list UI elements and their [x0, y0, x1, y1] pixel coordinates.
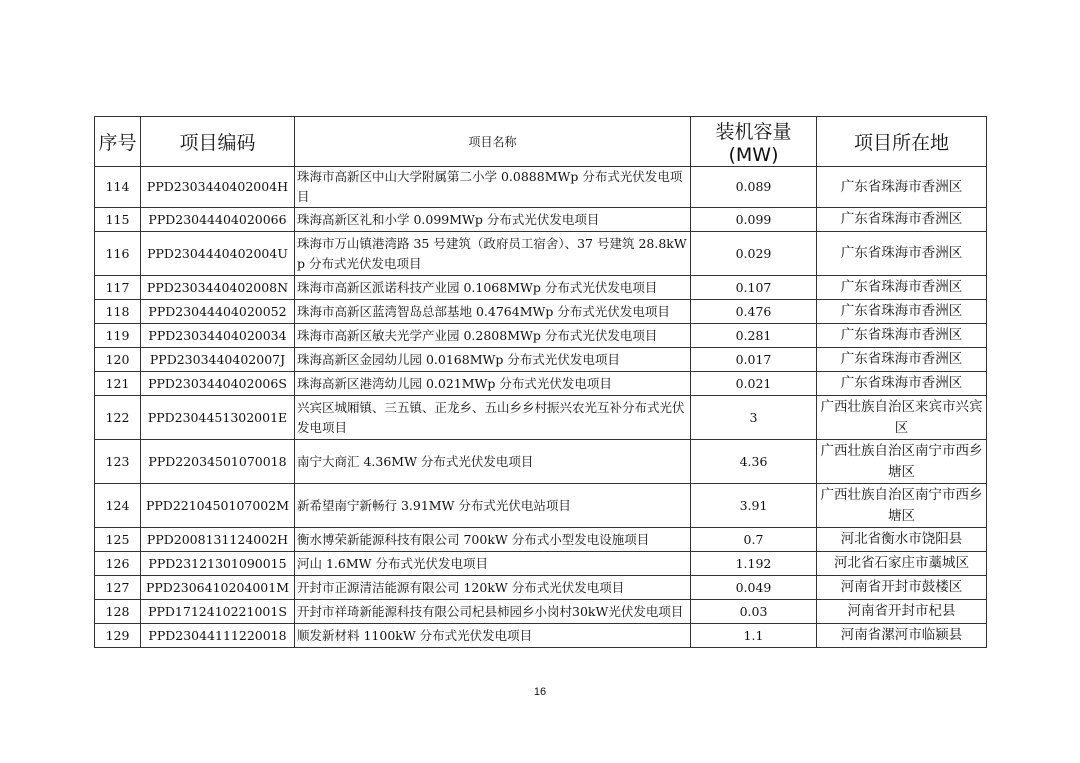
cell-capacity: 0.7: [691, 528, 817, 552]
cell-index: 128: [95, 600, 141, 624]
cell-code: PPD2303440402007J: [141, 348, 295, 372]
cell-capacity: 3.91: [691, 484, 817, 528]
cell-index: 121: [95, 372, 141, 396]
cell-name: 珠海市高新区派诺科技产业园 0.1068MWp 分布式光伏发电项目: [295, 276, 691, 300]
cell-location: 广东省珠海市香洲区: [817, 208, 987, 232]
cell-name: 珠海市高新区敏夫光学产业园 0.2808MWp 分布式光伏发电项目: [295, 324, 691, 348]
table-row: [95, 552, 987, 576]
cell-location: 河南省漯河市临颍县: [817, 624, 987, 648]
cell-index: 118: [95, 300, 141, 324]
cell-name: 兴宾区城厢镇、三五镇、正龙乡、五山乡乡村振兴农光互补分布式光伏发电项目: [295, 396, 691, 440]
cell-code: PPD2303440402008N: [141, 276, 295, 300]
cell-location: 河北省衡水市饶阳县: [817, 528, 987, 552]
cell-code: PPD2306410204001M: [141, 576, 295, 600]
cell-index: 129: [95, 624, 141, 648]
cell-location: 广东省珠海市香洲区: [817, 232, 987, 276]
cell-location: 广东省珠海市香洲区: [817, 276, 987, 300]
header-capacity: 装机容量(MW): [691, 117, 817, 167]
page-number: 16: [533, 686, 547, 698]
cell-code: PPD1712410221001S: [141, 600, 295, 624]
table-row: [95, 348, 987, 372]
header-index: 序号: [95, 117, 141, 167]
cell-name: 新希望南宁新畅行 3.91MW 分布式光伏电站项目: [295, 484, 691, 528]
cell-name: 南宁大商汇 4.36MW 分布式光伏发电项目: [295, 440, 691, 484]
cell-name: 顺发新材料 1100kW 分布式光伏发电项目: [295, 624, 691, 648]
cell-location: 广东省珠海市香洲区: [817, 324, 987, 348]
cell-location: 广东省珠海市香洲区: [817, 300, 987, 324]
cell-index: 127: [95, 576, 141, 600]
cell-location: 河北省石家庄市藁城区: [817, 552, 987, 576]
cell-location: 广东省珠海市香洲区: [817, 348, 987, 372]
table-row: [95, 484, 987, 528]
cell-name: 衡水博荣新能源科技有限公司 700kW 分布式小型发电设施项目: [295, 528, 691, 552]
table-row: [95, 232, 987, 276]
header-name: 项目名称: [295, 117, 691, 167]
table-row: [95, 624, 987, 648]
cell-capacity: 1.192: [691, 552, 817, 576]
cell-capacity: 3: [691, 396, 817, 440]
cell-index: 124: [95, 484, 141, 528]
cell-capacity: 0.049: [691, 576, 817, 600]
cell-location: 广东省珠海市香洲区: [817, 372, 987, 396]
cell-code: PPD22034501070018: [141, 440, 295, 484]
cell-location: 广西壮族自治区来宾市兴宾区: [817, 396, 987, 440]
cell-name: 珠海市高新区蓝湾智岛总部基地 0.4764MWp 分布式光伏发电项目: [295, 300, 691, 324]
cell-index: 119: [95, 324, 141, 348]
table-row: [95, 372, 987, 396]
cell-location: 广西壮族自治区南宁市西乡塘区: [817, 440, 987, 484]
table-row: [95, 576, 987, 600]
cell-code: PPD2210450107002M: [141, 484, 295, 528]
cell-location: 河南省开封市鼓楼区: [817, 576, 987, 600]
table-row: [95, 396, 987, 440]
cell-index: 125: [95, 528, 141, 552]
cell-index: 114: [95, 167, 141, 208]
cell-name: 珠海高新区港湾幼儿园 0.021MWp 分布式光伏发电项目: [295, 372, 691, 396]
cell-capacity: 4.36: [691, 440, 817, 484]
cell-capacity: 0.029: [691, 232, 817, 276]
cell-capacity: 0.099: [691, 208, 817, 232]
cell-code: PPD23121301090015: [141, 552, 295, 576]
project-table: [94, 116, 987, 648]
cell-index: 116: [95, 232, 141, 276]
cell-capacity: 0.089: [691, 167, 817, 208]
cell-location: 广东省珠海市香洲区: [817, 167, 987, 208]
cell-index: 120: [95, 348, 141, 372]
header-code: 项目编码: [141, 117, 295, 167]
table-row: [95, 528, 987, 552]
cell-code: PPD23044404020066: [141, 208, 295, 232]
cell-name: 珠海高新区礼和小学 0.099MWp 分布式光伏发电项目: [295, 208, 691, 232]
table-row: [95, 276, 987, 300]
cell-code: PPD23044111220018: [141, 624, 295, 648]
table-row: [95, 324, 987, 348]
cell-name: 河山 1.6MW 分布式光伏发电项目: [295, 552, 691, 576]
cell-code: PPD2303440402006S: [141, 372, 295, 396]
cell-location: 河南省开封市杞县: [817, 600, 987, 624]
cell-index: 117: [95, 276, 141, 300]
cell-code: PPD2304440402004U: [141, 232, 295, 276]
table-row: [95, 167, 987, 208]
cell-capacity: 0.476: [691, 300, 817, 324]
table-row: [95, 208, 987, 232]
cell-code: PPD2303440402004H: [141, 167, 295, 208]
table-row: [95, 440, 987, 484]
cell-capacity: 0.017: [691, 348, 817, 372]
cell-capacity: 0.021: [691, 372, 817, 396]
header-location: 项目所在地: [817, 117, 987, 167]
cell-index: 126: [95, 552, 141, 576]
cell-name: 开封市正源清洁能源有限公司 120kW 分布式光伏发电项目: [295, 576, 691, 600]
cell-code: PPD2008131124002H: [141, 528, 295, 552]
cell-index: 123: [95, 440, 141, 484]
table-row: [95, 300, 987, 324]
table-header-row: [95, 117, 987, 167]
cell-capacity: 0.281: [691, 324, 817, 348]
cell-capacity: 1.1: [691, 624, 817, 648]
table-row: [95, 600, 987, 624]
cell-name: 开封市祥琦新能源科技有限公司杞县柿园乡小岗村30kW光伏发电项目: [295, 600, 691, 624]
cell-name: 珠海高新区金园幼儿园 0.0168MWp 分布式光伏发电项目: [295, 348, 691, 372]
cell-index: 122: [95, 396, 141, 440]
cell-capacity: 0.107: [691, 276, 817, 300]
cell-code: PPD2304451302001E: [141, 396, 295, 440]
cell-name: 珠海市高新区中山大学附属第二小学 0.0888MWp 分布式光伏发电项目: [295, 167, 691, 208]
cell-location: 广西壮族自治区南宁市西乡塘区: [817, 484, 987, 528]
cell-code: PPD23034404020034: [141, 324, 295, 348]
cell-name: 珠海市万山镇港湾路 35 号建筑（政府员工宿舍）、37 号建筑 28.8kWp 分布式光伏发电项目: [295, 232, 691, 276]
cell-index: 115: [95, 208, 141, 232]
cell-capacity: 0.03: [691, 600, 817, 624]
cell-code: PPD23044404020052: [141, 300, 295, 324]
